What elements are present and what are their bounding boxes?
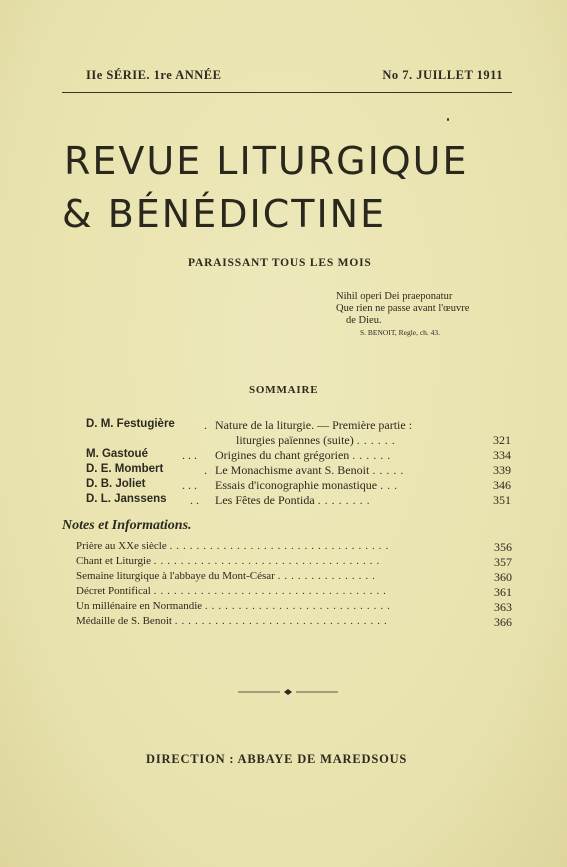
- note-line: Un millénaire en Normandie ............................: [76, 600, 394, 612]
- note-line: Prière au XXe siècle .................................: [76, 540, 393, 552]
- notes-heading: Notes et Informations.: [62, 518, 192, 533]
- subtitle: PARAISSANT TOUS LES MOIS: [188, 257, 372, 269]
- note-entry: [76, 600, 512, 615]
- page-number: 363: [494, 600, 512, 614]
- header-rule: [62, 92, 512, 93]
- page-number: 334: [493, 448, 511, 462]
- note-entry: [76, 540, 512, 555]
- note-entry: [76, 585, 512, 600]
- article-title-continued: liturgies païennes (suite) ......: [236, 433, 399, 447]
- page-number: 339: [493, 463, 511, 477]
- note-entry: [76, 555, 512, 570]
- article-author: D. E. Mombert: [86, 463, 164, 475]
- toc-entry: [86, 478, 516, 493]
- page-number: 357: [494, 555, 512, 569]
- sommaire-heading: SOMMAIRE: [249, 384, 319, 396]
- page-number: 351: [493, 493, 511, 507]
- leader-dots: . . .: [182, 478, 197, 492]
- note-line: Décret Pontifical ...................................: [76, 585, 390, 597]
- direction-footer: DIRECTION : ABBAYE DE MAREDSOUS: [146, 752, 408, 766]
- toc-entry: [86, 493, 516, 508]
- toc-entry: [86, 463, 516, 478]
- article-author: M. Gastoué: [86, 448, 148, 460]
- article-title: Les Fêtes de Pontida ........: [215, 493, 374, 507]
- toc-entry: [86, 418, 516, 448]
- toc-entry: [86, 448, 516, 463]
- ink-speck: [447, 118, 449, 121]
- article-title: Nature de la liturgie. — Première partie :: [215, 418, 413, 432]
- motto-line-3: de Dieu.: [346, 315, 382, 326]
- leader-dots: .: [204, 418, 207, 432]
- issue-label: No 7. JUILLET 1911: [382, 68, 503, 82]
- note-line: Semaine liturgique à l'abbaye du Mont-César ...............: [76, 570, 379, 582]
- article-author: D. L. Janssens: [86, 493, 167, 505]
- page-number: 361: [494, 585, 512, 599]
- note-entry: [76, 570, 512, 585]
- motto-line-2: Que rien ne passe avant l'œuvre: [336, 303, 470, 314]
- leader-dots: .: [204, 463, 207, 477]
- article-title: Origines du chant grégorien ......: [215, 448, 395, 462]
- title-line-2: & BÉNÉDICTINE: [62, 192, 387, 236]
- divider-ornament: [238, 689, 338, 695]
- leader-dots: . . .: [182, 448, 197, 462]
- article-title: Essais d'iconographie monastique ...: [215, 478, 402, 492]
- article-author: D. M. Festugière: [86, 418, 175, 430]
- article-author: D. B. Joliet: [86, 478, 146, 490]
- article-title: Le Monachisme avant S. Benoit .....: [215, 463, 408, 477]
- page-number: 356: [494, 540, 512, 554]
- title-line-1: REVUE LITURGIQUE: [64, 139, 469, 183]
- leader-dots: . .: [190, 493, 199, 507]
- note-entry: [76, 615, 512, 630]
- page-number: 321: [493, 433, 511, 447]
- series-label: IIe SÉRIE. 1re ANNÉE: [86, 68, 222, 82]
- motto-line-1: Nihil operi Dei praeponatur: [336, 291, 453, 302]
- note-line: Médaille de S. Benoit ................................: [76, 615, 391, 627]
- page-number: 346: [493, 478, 511, 492]
- page-number: 366: [494, 615, 512, 629]
- motto: [336, 291, 469, 339]
- notes-list: [76, 540, 512, 630]
- motto-source: S. BENOIT, Regle, ch. 43.: [360, 328, 441, 337]
- page-number: 360: [494, 570, 512, 584]
- note-line: Chant et Liturgie ..................................: [76, 555, 384, 567]
- table-of-contents: [86, 418, 516, 508]
